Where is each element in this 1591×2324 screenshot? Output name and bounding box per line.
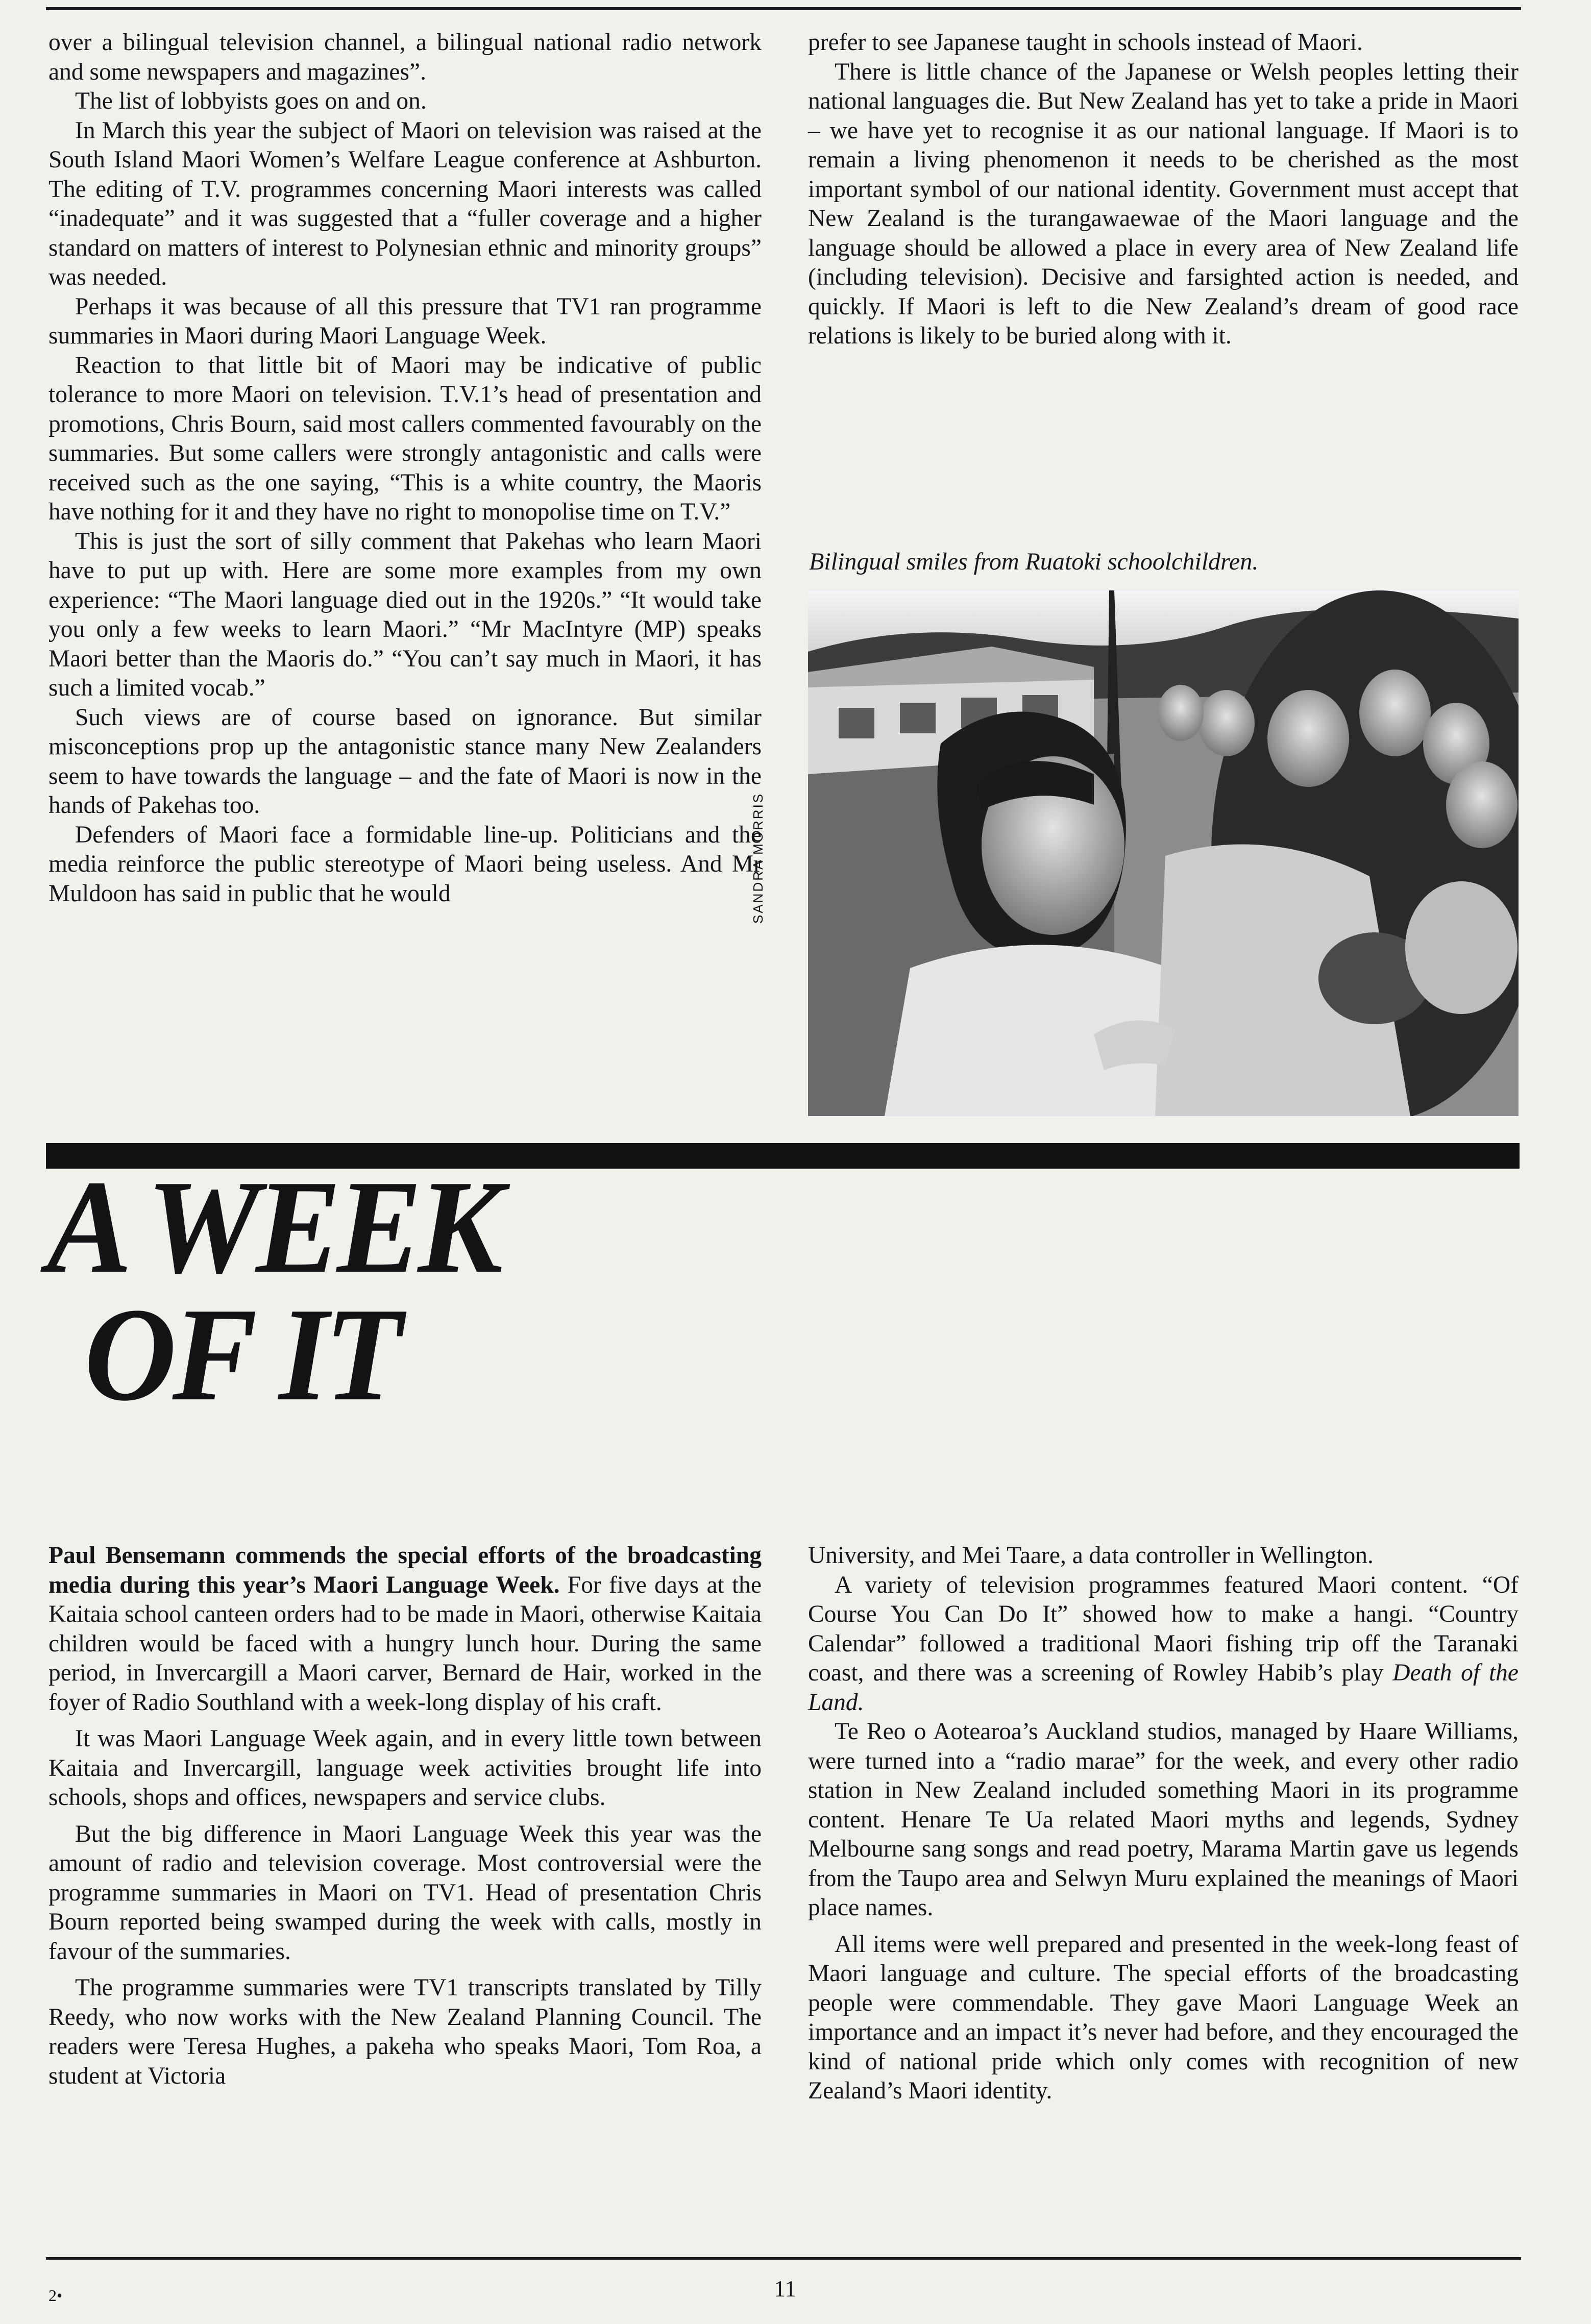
paragraph: In March this year the subject of Maori on television was raised at the South Island Maori Women’s Welfare League conference at Ashburton. The editing of T.V. programmes concerning Maori interests was called “inadequate” and it was suggested that a “fuller coverage and a higher standard on matters of interest to Polynesian ethnic and minority groups” was needed. [48, 117, 762, 290]
lead-continuation: For five days at the Kaitaia school canteen orders had to be made in Maori, otherwise Kaitaia children would be faced with a hungry lunch hour. During the same period, in Invercargill a Maori carver, Bernard de Hair, worked in the foyer of Radio Southland with a week-long display of his craft. [48, 1571, 762, 1716]
headline-line-2: OF IT [84, 1280, 399, 1429]
paragraph: Such views are of course based on ignorance. But similar misconceptions prop up the antagonistic stance many New Zealanders seem to have towards the language – and the fate of Maori is now in the hands of Pakehas too. [48, 704, 762, 819]
paragraph: All items were well prepared and presented in the week-long feast of Maori language and culture. The special efforts of the broadcasting people were commendable. They gave Maori Language Week an importance and an impact it’s never had before, and they encouraged the kind of national pride which only comes with recognition of new Zealand’s Maori identity. [808, 1931, 1519, 2104]
paragraph: But the big difference in Maori Language Week this year was the amount of radio and television coverage. Most controversial were the programme summaries in Maori on TV1. Head of presentation Chris Bourn reported being swamped during the week with calls, mostly in favour of the summaries. [48, 1820, 762, 1965]
paragraph: This is just the sort of silly comment that Pakehas who learn Maori have to put up with. Here are some more examples from my own experience: “The Maori language died out in the 1920s.” “It would take you only a few weeks to learn Maori.” “Mr MacIntyre (MP) speaks Maori better than the Maoris do.” “You can’t say much in Maori, it has such a limited vocab.” [48, 528, 762, 701]
top-left-column [48, 28, 762, 908]
lead-paragraph [48, 1541, 762, 1717]
paragraph: The programme summaries were TV1 transcripts translated by Tilly Reedy, who now works with the New Zealand Planning Council. The readers were Teresa Hughes, a pakeha who speaks Maori, Tom Roa, a student at Victoria [48, 1974, 762, 2089]
standfirst: Paul Bensemann commends the special efforts of the broadcasting media during this year’s Maori Language Week. [48, 1542, 762, 1598]
photo-credit: SANDRA MORRIS [750, 792, 766, 924]
schoolchildren-photo [808, 590, 1519, 1116]
paragraph: prefer to see Japanese taught in schools instead of Maori. [808, 29, 1363, 56]
paragraph: It was Maori Language Week again, and in every little town between Kaitaia and Invercargill, language week activities brought life into schools, shops and offices, newspapers and service clubs. [48, 1725, 762, 1811]
bottom-left-column [48, 1541, 762, 2091]
paragraph: There is little chance of the Japanese or Welsh peoples letting their national languages die. But New Zealand has yet to take a pride in Maori – we have yet to recognise it as our national language. If Maori is to remain a living phenomenon it needs to be cherished as the most important symbol of our national identity. Government must accept that New Zealand is the turangawaewae of the Maori language and the language should be allowed a place in every area of New Zealand life (including television). Decisive and farsighted action is needed, and quickly. If Maori is left to die New Zealand’s dream of good race relations is likely to be buried along with it. [808, 58, 1519, 349]
paragraph: Te Reo o Aotearoa’s Auckland studios, managed by Haare Williams, were turned into a “radio marae” for the week, and every other radio station in New Zealand included something Maori in its programme content. Henare Te Ua related Maori myths and legends, Sydney Melbourne sang songs and read poetry, Marama Martin gave us legends from the Taupo area and Selwyn Muru explained the meanings of Maori place names. [808, 1718, 1519, 1921]
play-title: Death of the Land. [808, 1660, 1519, 1716]
tv-paragraph [808, 1571, 1519, 1718]
tv-paragraph-text: A variety of television programmes featured Maori content. “Of Course You Can Do It” showed how to make a hangi. “Country Calendar” followed a traditional Maori fishing trip off the Taranaki coast, and there was a screening of Rowley Habib’s play [808, 1571, 1519, 1686]
page-number: 11 [774, 2276, 797, 2302]
paragraph: The list of lobbyists goes on and on. [75, 88, 427, 114]
top-rule [46, 7, 1521, 10]
corner-mark: 2• [48, 2286, 63, 2305]
paragraph: over a bilingual television channel, a bilingual national radio network and some newspapers and magazines”. [48, 29, 762, 85]
paragraph: Reaction to that little bit of Maori may be indicative of public tolerance to more Maori on television. T.V.1’s head of presentation and promotions, Chris Bourn, said most callers commented favourably on the summaries. But some callers were strongly antagonistic and calls were received such as the one saying, “This is a white country, the Maoris have nothing for it and they have no right to monopolise time on T.V.” [48, 352, 762, 525]
photo-caption: Bilingual smiles from Ruatoki schoolchildren. [809, 548, 1259, 575]
top-right-column [808, 28, 1519, 351]
paragraph: University, and Mei Taare, a data controller in Wellington. [808, 1542, 1374, 1569]
paragraph: Defenders of Maori face a formidable line-up. Politicians and the media reinforce the public stereotype of Maori being useless. And Mr Muldoon has said in public that he would [48, 821, 762, 907]
paragraph: Perhaps it was because of all this pressure that TV1 ran programme summaries in Maori during Maori Language Week. [48, 293, 762, 349]
bottom-rule [46, 2257, 1521, 2260]
headline-line-1: A WEEK [47, 1153, 499, 1301]
bottom-right-column [808, 1541, 1519, 2106]
